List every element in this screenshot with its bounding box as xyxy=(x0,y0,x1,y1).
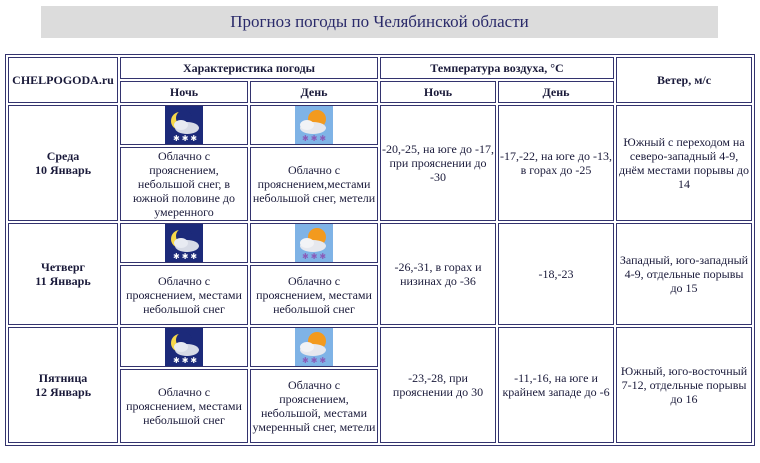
night-weather-description: Облачно с прояснением, небольшой снег, в южной половине до умеренного xyxy=(120,147,248,221)
day-label xyxy=(8,223,118,325)
day-weather-icon-cell xyxy=(250,105,378,145)
day-weather-description: Облачно с прояснением, местами небольшой снег xyxy=(250,265,378,325)
day-weather-icon-cell xyxy=(250,223,378,263)
date: 11 Январь xyxy=(35,274,91,288)
svg-text:✱ ✱ ✱: ✱ ✱ ✱ xyxy=(302,252,327,261)
page-title: Прогноз погоды по Челябинской области xyxy=(41,6,718,38)
day-label xyxy=(8,105,118,221)
day-temperature: -17,-22, на юге до -13, в горах до -25 xyxy=(498,105,614,221)
svg-text:✱ ✱ ✱: ✱ ✱ ✱ xyxy=(302,356,327,365)
night-weather-description: Облачно с прояснением, местами небольшой снег xyxy=(120,369,248,443)
forecast-table xyxy=(5,54,755,446)
day-temperature: -11,-16, на юге и крайнем западе до -6 xyxy=(498,327,614,443)
weekday: Среда xyxy=(46,149,80,163)
night-weather-description: Облачно с прояснением, местами небольшой снег xyxy=(120,265,248,325)
moon-cloud-snow-icon xyxy=(165,224,203,262)
sun-cloud-snow-icon xyxy=(295,224,333,262)
day-weather-description: Облачно с прояснением, небольшой, местами умеренный снег, метели xyxy=(250,369,378,443)
svg-text:✱ ✱ ✱: ✱ ✱ ✱ xyxy=(173,134,198,143)
moon-cloud-snow-icon xyxy=(165,106,203,144)
night-weather-icon-cell xyxy=(120,105,248,145)
sun-cloud-snow-icon xyxy=(295,328,333,366)
night-temperature: -23,-28, при прояснении до 30 xyxy=(380,327,496,443)
date: 10 Январь xyxy=(34,163,92,177)
sun-cloud-snow-icon xyxy=(295,106,333,144)
weather-header: Характеристика погоды xyxy=(120,57,378,79)
night-weather-icon-cell xyxy=(120,327,248,367)
wind-header: Ветер, м/с xyxy=(616,57,752,103)
svg-text:✱ ✱ ✱: ✱ ✱ ✱ xyxy=(173,356,198,365)
weather-night-header: Ночь xyxy=(120,81,248,103)
night-temperature: -26,-31, в горах и низинах до -36 xyxy=(380,223,496,325)
weekday: Четверг xyxy=(41,260,85,274)
site-name: CHELPOGODA.ru xyxy=(8,57,118,103)
day-temperature: -18,-23 xyxy=(498,223,614,325)
weather-day-header: День xyxy=(250,81,378,103)
temp-day-header: День xyxy=(498,81,614,103)
moon-cloud-snow-icon xyxy=(165,328,203,366)
wind-description: Южный, юго-восточный 7-12, отдельные порывы до 16 xyxy=(616,327,752,443)
date: 12 Январь xyxy=(34,385,92,399)
day-weather-description: Облачно с прояснением,местами небольшой снег, метели xyxy=(250,147,378,221)
svg-text:✱ ✱ ✱: ✱ ✱ ✱ xyxy=(173,252,198,261)
temp-night-header: Ночь xyxy=(380,81,496,103)
temperature-header: Температура воздуха, °С xyxy=(380,57,614,79)
wind-description: Южный с переходом на северо-западный 4-9, днём местами порывы до 14 xyxy=(616,105,752,221)
night-weather-icon-cell xyxy=(120,223,248,263)
day-label xyxy=(8,327,118,443)
weekday: Пятница xyxy=(38,371,88,385)
day-weather-icon-cell xyxy=(250,327,378,367)
svg-text:✱ ✱ ✱: ✱ ✱ ✱ xyxy=(302,134,327,143)
night-temperature: -20,-25, на юге до -17, при прояснении до -30 xyxy=(380,105,496,221)
wind-description: Западный, юго-западный 4-9, отдельные порывы до 15 xyxy=(616,223,752,325)
